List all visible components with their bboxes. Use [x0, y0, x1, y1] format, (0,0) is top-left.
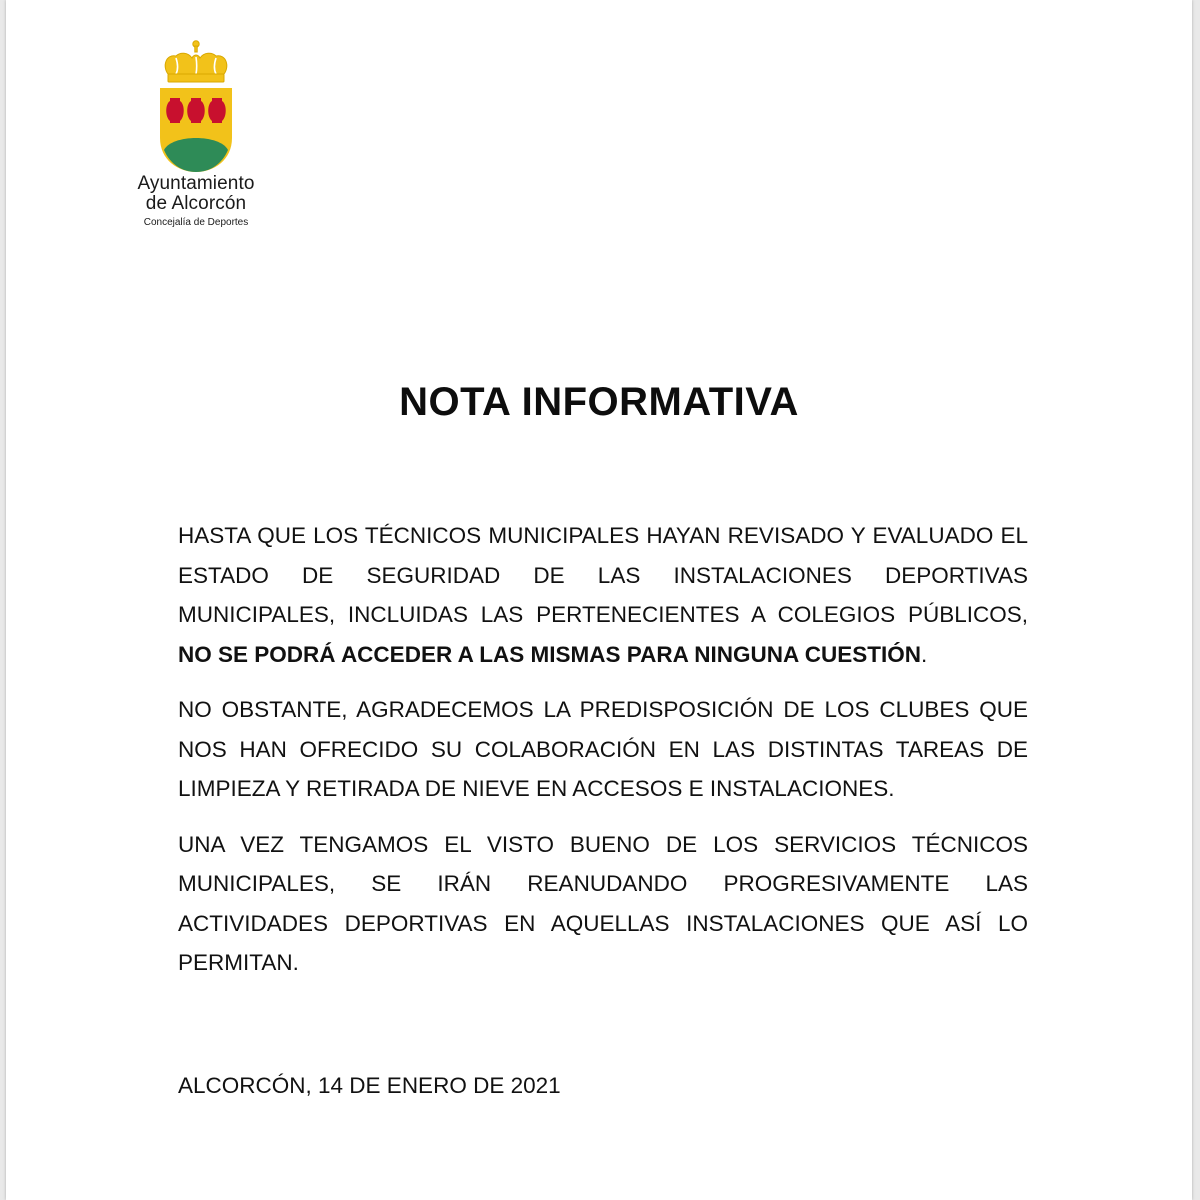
org-name-line1: Ayuntamiento: [137, 173, 255, 194]
paragraph-3: UNA VEZ TENGAMOS EL VISTO BUENO DE LOS SERVICIOS TÉCNICOS MUNICIPALES, SE IRÁN REANUDANDO PROGRESIVAMENTE LAS ACTIVIDADES DEPORTIVAS EN AQUELLAS INSTALACIONES QUE ASÍ LO PERMITAN.: [178, 831, 1028, 975]
department-name: Concejalía de Deportes: [143, 217, 249, 228]
document-page: [6, 0, 1192, 1200]
paragraph-2: NO OBSTANTE, AGRADECEMOS LA PREDISPOSICIÓN DE LOS CLUBES QUE NOS HAN OFRECIDO SU COLABORACIÓN EN LAS DISTINTAS TAREAS DE LIMPIEZA Y RETIRADA DE NIEVE EN ACCESOS E INSTALACIONES.: [178, 697, 1028, 801]
paragraph-1-end: .: [920, 641, 928, 667]
page-title: NOTA INFORMATIVA: [399, 380, 799, 424]
paragraph-1: [178, 516, 1028, 674]
paragraph-1-text: HASTA QUE LOS TÉCNICOS MUNICIPALES HAYAN REVISADO Y EVALUADO EL ESTADO DE SEGURIDAD DE LAS INSTALACIONES DEPORTIVAS MUNICIPALES, INCLUIDAS LAS PERTENECIENTES A COLEGIOS PÚBLICOS,: [178, 523, 1028, 627]
notice-body: [178, 516, 1028, 999]
coat-of-arms-icon: [156, 38, 236, 174]
municipal-logo: [116, 38, 276, 229]
signature-date: ALCORCÓN, 14 DE ENERO DE 2021: [178, 1073, 561, 1098]
paragraph-1-emphasis: NO SE PODRÁ ACCEDER A LAS MISMAS PARA NINGUNA CUESTIÓN: [178, 641, 921, 667]
org-name-line2: de Alcorcón: [145, 193, 247, 214]
